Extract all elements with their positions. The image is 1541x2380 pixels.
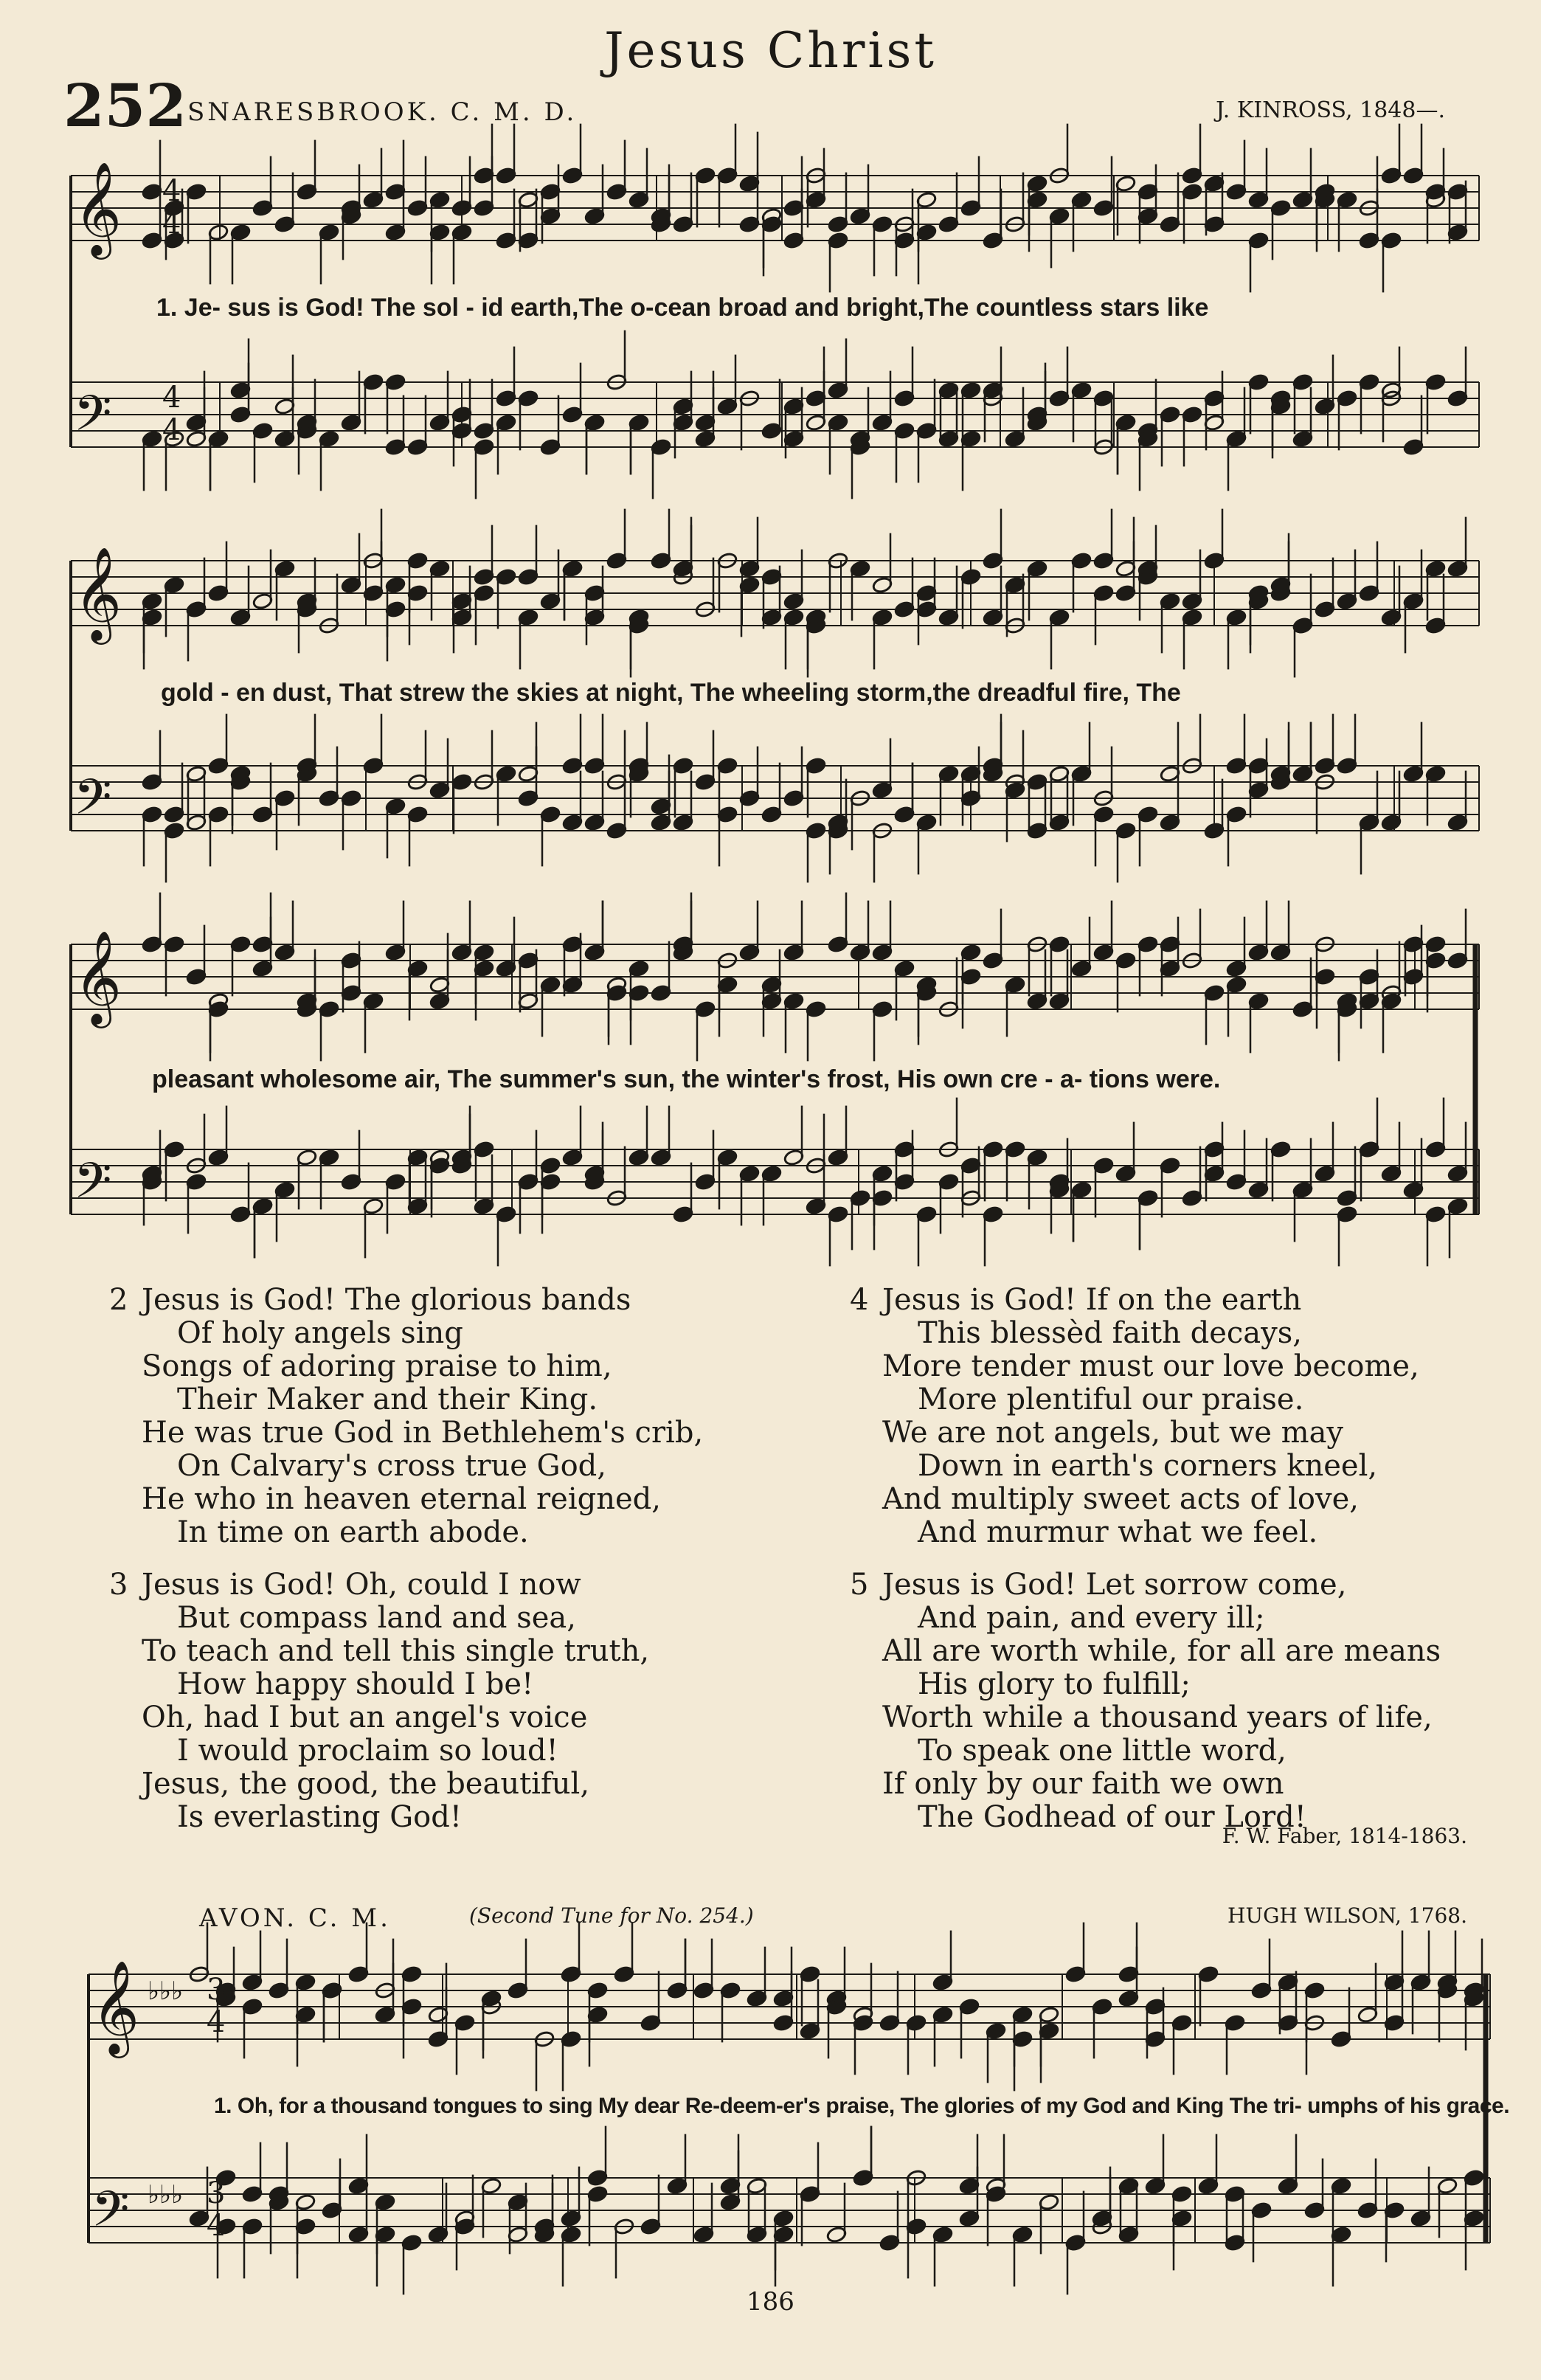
verse-line: Songs of adoring praise to him, bbox=[142, 1349, 612, 1383]
verse-text: Jesus is God! Oh, could I now bbox=[142, 1568, 581, 1602]
lyric-line-2: gold - en dust, That strew the skies at night, The wheeling storm,the dreadful fire, The bbox=[161, 679, 1181, 707]
verse-line: To speak one little word, bbox=[918, 1734, 1287, 1768]
verse-line bbox=[109, 1568, 773, 1602]
time-signature: 4 bbox=[162, 413, 181, 447]
verse-line: How happy should I be! bbox=[177, 1667, 534, 1701]
bass-clef-icon: 𝄢 bbox=[91, 2181, 130, 2249]
second-tune-composer: HUGH WILSON, 1768. bbox=[1227, 1903, 1467, 1928]
stanza-number: 4 bbox=[850, 1283, 869, 1317]
author-credit: F. W. Faber, 1814-1863. bbox=[1222, 1824, 1467, 1848]
verse-line: And pain, and every ill; bbox=[918, 1601, 1265, 1635]
verse-line: And murmur what we feel. bbox=[918, 1515, 1318, 1549]
verse-line: More tender must our love become, bbox=[882, 1349, 1419, 1383]
page-title: Jesus Christ bbox=[604, 22, 937, 79]
time-signature: 3 bbox=[207, 2176, 226, 2210]
time-signature: 3 bbox=[207, 1973, 226, 2007]
verse-line: He who in heaven eternal reigned, bbox=[142, 1482, 661, 1516]
bass-clef-icon: 𝄢 bbox=[74, 1152, 112, 1221]
verse-line: In time on earth abode. bbox=[177, 1515, 529, 1549]
verse-text: Jesus is God! Let sorrow come, bbox=[882, 1568, 1347, 1602]
verses-left-column bbox=[109, 1284, 773, 1853]
time-signature: 4 bbox=[162, 174, 181, 208]
second-tune-lyric: 1. Oh, for a thousand tongues to sing My dear Re-deem-er's praise, The glories of my God and King The tri- umphs of his grace. bbox=[214, 2094, 1510, 2118]
music-notation bbox=[71, 124, 1490, 2295]
verse-line: Worth while a thousand years of life, bbox=[882, 1701, 1433, 1734]
verse-line: More plentiful our praise. bbox=[918, 1383, 1304, 1416]
key-signature: ♭♭♭ bbox=[148, 1976, 184, 2006]
stanza-5 bbox=[850, 1568, 1514, 1834]
verse-line: His glory to fulfill; bbox=[918, 1667, 1191, 1701]
lyric-line-1: 1. Je- sus is God! The sol - id earth,The o-cean broad and bright,The countless stars like bbox=[156, 294, 1209, 322]
time-signature: 4 bbox=[207, 2209, 226, 2243]
key-signature: ♭♭♭ bbox=[148, 2180, 184, 2210]
stanza-2 bbox=[109, 1284, 773, 1549]
verses-right-column bbox=[850, 1284, 1514, 1853]
stanza-number: 5 bbox=[850, 1568, 869, 1602]
verse-line: I would proclaim so loud! bbox=[177, 1734, 558, 1768]
verse-line: Jesus, the good, the beautiful, bbox=[142, 1767, 590, 1801]
verse-line: Oh, had I but an angel's voice bbox=[142, 1701, 588, 1734]
verse-line: The Godhead of our Lord! bbox=[918, 1800, 1306, 1834]
verse-line: Down in earth's corners kneel, bbox=[918, 1449, 1378, 1483]
lyric-line-3: pleasant wholesome air, The summer's sun, the winter's frost, His own cre - a- tions were. bbox=[152, 1065, 1221, 1093]
second-tune-title: AVON. C. M. bbox=[199, 1903, 391, 1933]
page-number: 186 bbox=[747, 2287, 794, 2317]
verse-line: Of holy angels sing bbox=[177, 1316, 463, 1350]
hymn-number: 252 bbox=[63, 71, 187, 140]
verse-line bbox=[850, 1284, 1514, 1317]
verse-text: Jesus is God! The glorious bands bbox=[142, 1283, 631, 1317]
second-tune-note: (Second Tune for No. 254.) bbox=[469, 1903, 754, 1928]
verse-line: Their Maker and their King. bbox=[177, 1383, 598, 1416]
verse-line: We are not angels, but we may bbox=[882, 1416, 1344, 1450]
time-signature: 4 bbox=[162, 207, 181, 241]
verse-line bbox=[109, 1284, 773, 1317]
verse-line: On Calvary's cross true God, bbox=[177, 1449, 606, 1483]
verse-line: Is everlasting God! bbox=[177, 1800, 462, 1834]
bass-clef-icon: 𝄢 bbox=[74, 385, 112, 454]
bass-clef-icon: 𝄢 bbox=[74, 769, 112, 837]
verse-line: He was true God in Bethlehem's crib, bbox=[142, 1416, 704, 1450]
composer-credit: J. KINROSS, 1848—. bbox=[1216, 97, 1445, 123]
verse-text: Jesus is God! If on the earth bbox=[882, 1283, 1302, 1317]
stanza-number: 2 bbox=[109, 1283, 128, 1317]
stanza-number: 3 bbox=[109, 1568, 128, 1602]
verse-line: To teach and tell this single truth, bbox=[142, 1634, 650, 1668]
time-signature: 4 bbox=[162, 381, 181, 415]
treble-clef-icon: 𝄞 bbox=[91, 1959, 140, 2054]
treble-clef-icon: 𝄞 bbox=[74, 930, 122, 1024]
verse-line: And multiply sweet acts of love, bbox=[882, 1482, 1359, 1516]
stanza-4 bbox=[850, 1284, 1514, 1549]
verse-line bbox=[850, 1568, 1514, 1602]
treble-clef-icon: 𝄞 bbox=[74, 546, 122, 640]
verse-line: This blessèd faith decays, bbox=[918, 1316, 1302, 1350]
verse-line: But compass land and sea, bbox=[177, 1601, 576, 1635]
verse-line: If only by our faith we own bbox=[882, 1767, 1284, 1801]
stanza-3 bbox=[109, 1568, 773, 1834]
treble-clef-icon: 𝄞 bbox=[74, 161, 122, 255]
time-signature: 4 bbox=[207, 2005, 226, 2039]
verse-line: All are worth while, for all are means bbox=[882, 1634, 1441, 1668]
tune-name: SNARESBROOK. C. M. D. bbox=[187, 97, 578, 127]
